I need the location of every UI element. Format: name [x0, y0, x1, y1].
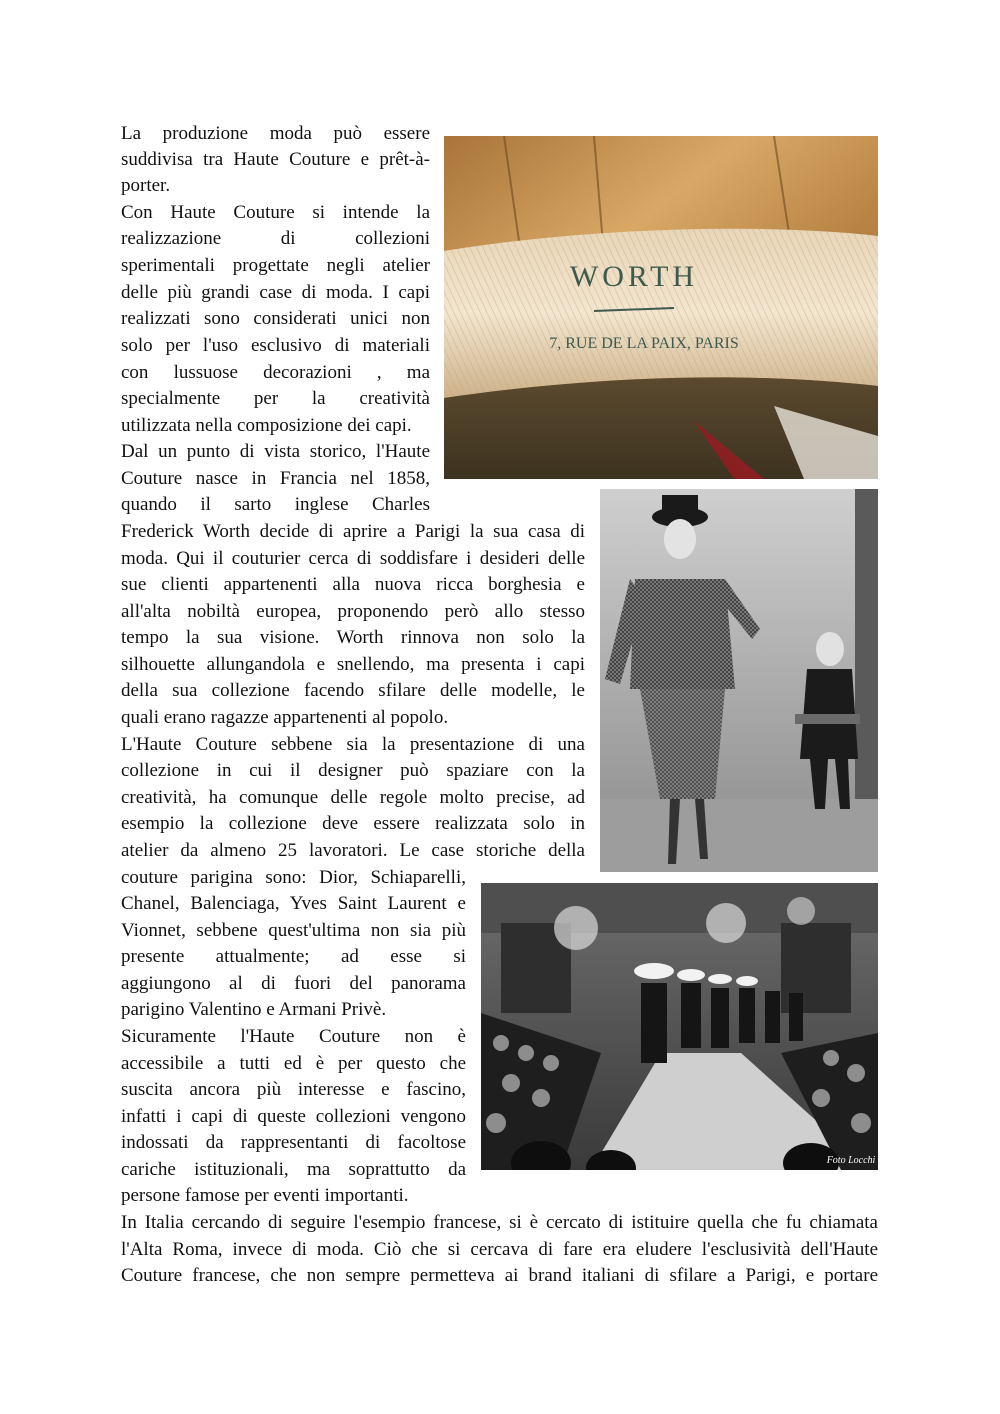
body-text-line: parigino Valentino e Armani Privè. — [121, 999, 387, 1020]
body-text-line: presente attualmente; ad esse si — [121, 946, 466, 967]
body-text-line: accessibile a tutti ed è per questo che — [121, 1053, 466, 1074]
body-text-line: infatti i capi di queste collezioni vengono — [121, 1106, 466, 1127]
body-text-line: sue clienti appartenenti alla nuova ricca borghesia e — [121, 574, 585, 595]
body-text-line: sperimentali progettate negli atelier — [121, 255, 430, 276]
body-text-line: persone famose per eventi importanti. — [121, 1185, 409, 1206]
body-text-line: creatività, ha comunque delle regole molto precise, ad — [121, 787, 585, 808]
worth-brand-text: WORTH — [569, 260, 699, 293]
body-text-line: Couture francese, che non sempre permetteva ai brand italiani di sfilare a Parigi, e portare — [121, 1265, 878, 1286]
body-text-line: In Italia cercando di seguire l'esempio francese, si è cercato di istituire quella che fu chiamata — [121, 1212, 878, 1233]
body-text-line: tempo la sua visione. Worth rinnova non solo la — [121, 627, 585, 648]
body-text-line: realizzati sono considerati unici non — [121, 308, 430, 329]
body-text-line: moda. Qui il couturier cerca di soddisfare i desideri delle — [121, 548, 585, 569]
body-text-line: quali erano ragazze appartenenti al popolo. — [121, 707, 449, 728]
body-text-line: realizzazione di collezioni — [121, 228, 430, 249]
body-text-line: solo per l'uso esclusivo di materiali — [121, 335, 430, 356]
body-text-line: Couture nasce in Francia nel 1858, — [121, 468, 430, 489]
body-text-line: Dal un punto di vista storico, l'Haute — [121, 441, 430, 462]
body-text-line: delle più grandi case di moda. I capi — [121, 282, 430, 303]
body-text-line: indossati da rappresentanti di facoltose — [121, 1132, 466, 1153]
body-text-line: con lussuose decorazioni , ma — [121, 362, 430, 383]
model-portrait-photo — [600, 489, 878, 872]
body-text-line: all'alta nobiltà europea, proponendo però allo stesso — [121, 601, 585, 622]
body-text-line: suscita ancora più interesse e fascino, — [121, 1079, 466, 1100]
body-text-line: L'Haute Couture sebbene sia la presentazione di una — [121, 734, 585, 755]
body-text-line: Chanel, Balenciaga, Yves Saint Laurent e — [121, 893, 466, 914]
body-text-line: esempio la collezione deve essere realizzata solo in — [121, 813, 585, 834]
body-text-line: l'Alta Roma, invece di moda. Ciò che si cercava di fare era eludere l'esclusività dell'Haute — [121, 1239, 878, 1260]
body-text-line: Sicuramente l'Haute Couture non è — [121, 1026, 466, 1047]
photo-credit-text: Foto Locchi — [826, 1155, 876, 1166]
worth-address-text: 7, RUE DE LA PAIX, PARIS — [549, 335, 739, 352]
body-text-line: della sua collezione facendo sfilare delle modelle, le — [121, 680, 585, 701]
body-text-line: collezione in cui il designer può spaziare con la — [121, 760, 585, 781]
body-text-line: Frederick Worth decide di aprire a Parigi la sua casa di — [121, 521, 585, 542]
body-text-line: specialmente per la creatività — [121, 388, 430, 409]
body-text-line: cariche istituzionali, ma soprattutto da — [121, 1159, 466, 1180]
body-text-line: suddivisa tra Haute Couture e prêt-à- — [121, 149, 430, 170]
body-text-line: couture parigina sono: Dior, Schiaparelli, — [121, 867, 466, 888]
body-text-line: La produzione moda può essere — [121, 123, 430, 144]
body-text-line: porter. — [121, 175, 171, 196]
body-text-line: Vionnet, sebbene quest'ultima non sia più — [121, 920, 466, 941]
worth-label-photo — [444, 136, 878, 479]
body-text-line: silhouette allungandola e snellendo, ma presenta i capi — [121, 654, 585, 675]
body-text-line: utilizzata nella composizione dei capi. — [121, 415, 412, 436]
body-text-line: atelier da almeno 25 lavoratori. Le case storiche della — [121, 840, 585, 861]
body-text-line: aggiungono al di fuori del panorama — [121, 973, 466, 994]
body-text-line: Con Haute Couture si intende la — [121, 202, 430, 223]
runway-show-photo — [481, 883, 878, 1170]
body-text-line: quando il sarto inglese Charles — [121, 494, 430, 515]
